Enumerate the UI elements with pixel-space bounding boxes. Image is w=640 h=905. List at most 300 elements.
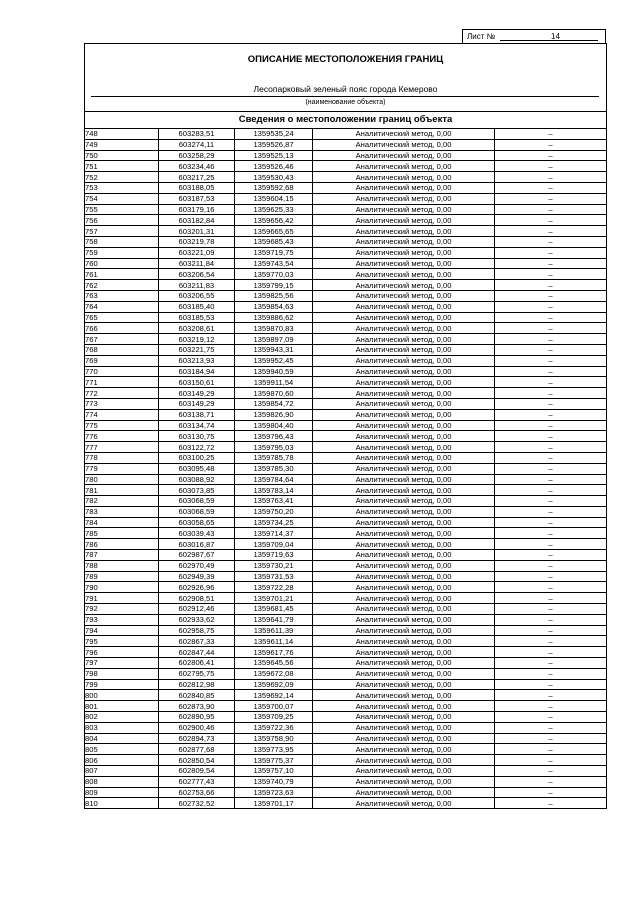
- method-accuracy-cell: Аналитический метод, 0,00: [313, 301, 495, 312]
- point-description-cell: –: [495, 290, 607, 301]
- point-description-cell: –: [495, 517, 607, 528]
- coordinate-x-cell: 602809,54: [159, 766, 235, 777]
- table-row: [85, 463, 607, 474]
- point-description-cell: –: [495, 334, 607, 345]
- point-description-cell: –: [495, 528, 607, 539]
- point-number-cell: 769: [85, 355, 159, 366]
- table-row: [85, 150, 607, 161]
- point-description-cell: –: [495, 344, 607, 355]
- table-row: [85, 712, 607, 723]
- point-number-cell: 784: [85, 517, 159, 528]
- coordinate-y-cell: 1359714,37: [235, 528, 313, 539]
- table-row: [85, 193, 607, 204]
- point-number-cell: 759: [85, 247, 159, 258]
- coordinate-x-cell: 603039,43: [159, 528, 235, 539]
- coordinate-x-cell: 603201,31: [159, 226, 235, 237]
- table-row: [85, 798, 607, 809]
- coordinate-y-cell: 1359740,79: [235, 776, 313, 787]
- coordinate-y-cell: 1359799,15: [235, 280, 313, 291]
- table-row: [85, 604, 607, 615]
- coordinate-y-cell: 1359796,43: [235, 431, 313, 442]
- point-number-cell: 799: [85, 679, 159, 690]
- table-row: [85, 280, 607, 291]
- point-description-cell: –: [495, 744, 607, 755]
- coordinate-x-cell: 602777,43: [159, 776, 235, 787]
- table-row: [85, 236, 607, 247]
- point-number-cell: 805: [85, 744, 159, 755]
- method-accuracy-cell: Аналитический метод, 0,00: [313, 614, 495, 625]
- coordinate-x-cell: 603213,93: [159, 355, 235, 366]
- point-description-cell: –: [495, 722, 607, 733]
- table-row: [85, 625, 607, 636]
- table-row: [85, 614, 607, 625]
- coordinate-y-cell: 1359763,41: [235, 496, 313, 507]
- coordinate-y-cell: 1359530,43: [235, 172, 313, 183]
- method-accuracy-cell: Аналитический метод, 0,00: [313, 420, 495, 431]
- method-accuracy-cell: Аналитический метод, 0,00: [313, 755, 495, 766]
- coordinate-y-cell: 1359611,14: [235, 636, 313, 647]
- coordinate-y-cell: 1359940,59: [235, 366, 313, 377]
- coordinate-y-cell: 1359625,33: [235, 204, 313, 215]
- method-accuracy-cell: Аналитический метод, 0,00: [313, 604, 495, 615]
- coordinate-y-cell: 1359685,43: [235, 236, 313, 247]
- point-description-cell: –: [495, 582, 607, 593]
- table-row: [85, 776, 607, 787]
- point-description-cell: –: [495, 539, 607, 550]
- method-accuracy-cell: Аналитический метод, 0,00: [313, 571, 495, 582]
- point-description-cell: –: [495, 474, 607, 485]
- coordinate-y-cell: 1359700,07: [235, 701, 313, 712]
- table-row: [85, 571, 607, 582]
- coordinate-y-cell: 1359775,37: [235, 755, 313, 766]
- coordinate-x-cell: 603182,84: [159, 215, 235, 226]
- coordinate-y-cell: 1359783,14: [235, 485, 313, 496]
- point-number-cell: 751: [85, 161, 159, 172]
- coordinate-x-cell: 602908,51: [159, 593, 235, 604]
- method-accuracy-cell: Аналитический метод, 0,00: [313, 258, 495, 269]
- method-accuracy-cell: Аналитический метод, 0,00: [313, 431, 495, 442]
- method-accuracy-cell: Аналитический метод, 0,00: [313, 744, 495, 755]
- point-description-cell: –: [495, 442, 607, 453]
- point-description-cell: –: [495, 485, 607, 496]
- table-row: [85, 506, 607, 517]
- method-accuracy-cell: Аналитический метод, 0,00: [313, 528, 495, 539]
- object-name-hint: (наименование объекта): [305, 99, 386, 106]
- coordinate-y-cell: 1359911,54: [235, 377, 313, 388]
- point-description-cell: –: [495, 204, 607, 215]
- point-number-cell: 767: [85, 334, 159, 345]
- coordinate-y-cell: 1359645,56: [235, 658, 313, 669]
- point-description-cell: –: [495, 161, 607, 172]
- point-description-cell: –: [495, 301, 607, 312]
- coordinate-x-cell: 603179,16: [159, 204, 235, 215]
- coordinate-y-cell: 1359681,45: [235, 604, 313, 615]
- method-accuracy-cell: Аналитический метод, 0,00: [313, 139, 495, 150]
- method-accuracy-cell: Аналитический метод, 0,00: [313, 280, 495, 291]
- method-accuracy-cell: Аналитический метод, 0,00: [313, 312, 495, 323]
- document-title: ОПИСАНИЕ МЕСТОПОЛОЖЕНИЯ ГРАНИЦ: [247, 54, 444, 65]
- header-divider: [85, 111, 606, 112]
- point-description-cell: –: [495, 636, 607, 647]
- coordinate-x-cell: 602900,46: [159, 722, 235, 733]
- point-number-cell: 771: [85, 377, 159, 388]
- table-row: [85, 204, 607, 215]
- method-accuracy-cell: Аналитический метод, 0,00: [313, 366, 495, 377]
- coordinate-y-cell: 1359886,62: [235, 312, 313, 323]
- coordinate-x-cell: 603219,78: [159, 236, 235, 247]
- coordinate-x-cell: 602877,68: [159, 744, 235, 755]
- point-description-cell: –: [495, 679, 607, 690]
- point-description-cell: –: [495, 236, 607, 247]
- coordinate-x-cell: 603058,65: [159, 517, 235, 528]
- point-number-cell: 761: [85, 269, 159, 280]
- coordinate-x-cell: 603130,75: [159, 431, 235, 442]
- point-number-cell: 750: [85, 150, 159, 161]
- point-number-cell: 780: [85, 474, 159, 485]
- table-row: [85, 679, 607, 690]
- table-row: [85, 161, 607, 172]
- point-number-cell: 797: [85, 658, 159, 669]
- point-number-cell: 755: [85, 204, 159, 215]
- coordinate-y-cell: 1359826,90: [235, 409, 313, 420]
- table-row: [85, 301, 607, 312]
- coordinate-x-cell: 603211,84: [159, 258, 235, 269]
- coordinate-y-cell: 1359723,63: [235, 787, 313, 798]
- table-row: [85, 366, 607, 377]
- coordinate-x-cell: 603211,83: [159, 280, 235, 291]
- table-row: [85, 377, 607, 388]
- coordinate-y-cell: 1359757,10: [235, 766, 313, 777]
- point-number-cell: 807: [85, 766, 159, 777]
- coordinate-x-cell: 602806,41: [159, 658, 235, 669]
- method-accuracy-cell: Аналитический метод, 0,00: [313, 798, 495, 809]
- coordinates-table: [84, 128, 607, 809]
- coordinate-x-cell: 602933,62: [159, 614, 235, 625]
- method-accuracy-cell: Аналитический метод, 0,00: [313, 506, 495, 517]
- table-row: [85, 701, 607, 712]
- coordinate-y-cell: 1359692,14: [235, 690, 313, 701]
- sheet-number-underline: [500, 40, 598, 41]
- method-accuracy-cell: Аналитический метод, 0,00: [313, 582, 495, 593]
- coordinate-x-cell: 602949,39: [159, 571, 235, 582]
- point-description-cell: –: [495, 431, 607, 442]
- method-accuracy-cell: Аналитический метод, 0,00: [313, 452, 495, 463]
- coordinate-y-cell: 1359719,63: [235, 550, 313, 561]
- point-description-cell: –: [495, 409, 607, 420]
- point-number-cell: 753: [85, 182, 159, 193]
- method-accuracy-cell: Аналитический метод, 0,00: [313, 668, 495, 679]
- coordinate-y-cell: 1359592,68: [235, 182, 313, 193]
- table-row: [85, 431, 607, 442]
- point-number-cell: 803: [85, 722, 159, 733]
- point-number-cell: 765: [85, 312, 159, 323]
- point-number-cell: 757: [85, 226, 159, 237]
- method-accuracy-cell: Аналитический метод, 0,00: [313, 733, 495, 744]
- coordinate-y-cell: 1359804,40: [235, 420, 313, 431]
- point-number-cell: 773: [85, 398, 159, 409]
- point-number-cell: 806: [85, 755, 159, 766]
- coordinate-y-cell: 1359785,78: [235, 452, 313, 463]
- coordinate-x-cell: 602970,49: [159, 560, 235, 571]
- point-number-cell: 772: [85, 388, 159, 399]
- point-number-cell: 802: [85, 712, 159, 723]
- coordinate-x-cell: 603016,87: [159, 539, 235, 550]
- point-description-cell: –: [495, 182, 607, 193]
- table-row: [85, 550, 607, 561]
- coordinate-y-cell: 1359617,76: [235, 647, 313, 658]
- method-accuracy-cell: Аналитический метод, 0,00: [313, 463, 495, 474]
- point-number-cell: 766: [85, 323, 159, 334]
- coordinate-y-cell: 1359526,46: [235, 161, 313, 172]
- method-accuracy-cell: Аналитический метод, 0,00: [313, 690, 495, 701]
- point-description-cell: –: [495, 139, 607, 150]
- coordinate-x-cell: 603149,29: [159, 398, 235, 409]
- method-accuracy-cell: Аналитический метод, 0,00: [313, 334, 495, 345]
- point-number-cell: 792: [85, 604, 159, 615]
- coordinate-y-cell: 1359535,24: [235, 129, 313, 140]
- point-description-cell: –: [495, 388, 607, 399]
- coordinate-x-cell: 602894,73: [159, 733, 235, 744]
- coordinate-y-cell: 1359709,25: [235, 712, 313, 723]
- point-description-cell: –: [495, 787, 607, 798]
- point-number-cell: 764: [85, 301, 159, 312]
- coordinate-y-cell: 1359641,79: [235, 614, 313, 625]
- table-row: [85, 517, 607, 528]
- point-description-cell: –: [495, 420, 607, 431]
- point-description-cell: –: [495, 258, 607, 269]
- point-description-cell: –: [495, 712, 607, 723]
- point-number-cell: 787: [85, 550, 159, 561]
- point-description-cell: –: [495, 755, 607, 766]
- point-number-cell: 754: [85, 193, 159, 204]
- coordinate-y-cell: 1359526,87: [235, 139, 313, 150]
- point-description-cell: –: [495, 593, 607, 604]
- coordinate-x-cell: 603217,25: [159, 172, 235, 183]
- coordinate-x-cell: 602812,98: [159, 679, 235, 690]
- table-row: [85, 528, 607, 539]
- method-accuracy-cell: Аналитический метод, 0,00: [313, 409, 495, 420]
- coordinate-x-cell: 602850,54: [159, 755, 235, 766]
- table-row: [85, 593, 607, 604]
- table-row: [85, 496, 607, 507]
- coordinate-y-cell: 1359665,65: [235, 226, 313, 237]
- coordinate-x-cell: 603185,53: [159, 312, 235, 323]
- point-number-cell: 760: [85, 258, 159, 269]
- method-accuracy-cell: Аналитический метод, 0,00: [313, 344, 495, 355]
- point-description-cell: –: [495, 280, 607, 291]
- table-row: [85, 215, 607, 226]
- point-number-cell: 749: [85, 139, 159, 150]
- table-row: [85, 334, 607, 345]
- coordinate-y-cell: 1359604,15: [235, 193, 313, 204]
- coordinate-x-cell: 603134,74: [159, 420, 235, 431]
- coordinate-x-cell: 603221,09: [159, 247, 235, 258]
- coordinate-y-cell: 1359719,75: [235, 247, 313, 258]
- coordinate-x-cell: 603219,12: [159, 334, 235, 345]
- coordinate-y-cell: 1359701,21: [235, 593, 313, 604]
- point-number-cell: 801: [85, 701, 159, 712]
- table-row: [85, 485, 607, 496]
- table-row: [85, 398, 607, 409]
- coordinate-x-cell: 602732,52: [159, 798, 235, 809]
- table-row: [85, 129, 607, 140]
- coordinate-x-cell: 602926,96: [159, 582, 235, 593]
- point-number-cell: 798: [85, 668, 159, 679]
- method-accuracy-cell: Аналитический метод, 0,00: [313, 550, 495, 561]
- point-number-cell: 804: [85, 733, 159, 744]
- method-accuracy-cell: Аналитический метод, 0,00: [313, 236, 495, 247]
- point-number-cell: 763: [85, 290, 159, 301]
- point-description-cell: –: [495, 496, 607, 507]
- method-accuracy-cell: Аналитический метод, 0,00: [313, 787, 495, 798]
- point-description-cell: –: [495, 377, 607, 388]
- coordinate-x-cell: 603187,53: [159, 193, 235, 204]
- method-accuracy-cell: Аналитический метод, 0,00: [313, 636, 495, 647]
- coordinate-x-cell: 602987,67: [159, 550, 235, 561]
- point-description-cell: –: [495, 215, 607, 226]
- coordinate-y-cell: 1359525,13: [235, 150, 313, 161]
- table-row: [85, 269, 607, 280]
- point-description-cell: –: [495, 550, 607, 561]
- point-description-cell: –: [495, 701, 607, 712]
- point-number-cell: 770: [85, 366, 159, 377]
- point-number-cell: 783: [85, 506, 159, 517]
- object-name-underline: [91, 96, 599, 97]
- table-row: [85, 442, 607, 453]
- table-row: [85, 733, 607, 744]
- coordinate-y-cell: 1359701,17: [235, 798, 313, 809]
- coordinate-y-cell: 1359897,09: [235, 334, 313, 345]
- method-accuracy-cell: Аналитический метод, 0,00: [313, 517, 495, 528]
- table-row: [85, 226, 607, 237]
- table-row: [85, 344, 607, 355]
- table-row: [85, 452, 607, 463]
- coordinate-y-cell: 1359672,08: [235, 668, 313, 679]
- coordinate-y-cell: 1359870,60: [235, 388, 313, 399]
- coordinate-y-cell: 1359785,30: [235, 463, 313, 474]
- coordinate-y-cell: 1359943,31: [235, 344, 313, 355]
- point-number-cell: 790: [85, 582, 159, 593]
- coordinate-y-cell: 1359734,25: [235, 517, 313, 528]
- coordinate-x-cell: 603283,51: [159, 129, 235, 140]
- point-number-cell: 808: [85, 776, 159, 787]
- table-row: [85, 172, 607, 183]
- method-accuracy-cell: Аналитический метод, 0,00: [313, 442, 495, 453]
- coordinate-y-cell: 1359692,09: [235, 679, 313, 690]
- coordinate-x-cell: 602867,33: [159, 636, 235, 647]
- table-row: [85, 323, 607, 334]
- coordinate-x-cell: 602795,75: [159, 668, 235, 679]
- coordinate-x-cell: 603095,48: [159, 463, 235, 474]
- point-number-cell: 794: [85, 625, 159, 636]
- coordinate-y-cell: 1359854,63: [235, 301, 313, 312]
- method-accuracy-cell: Аналитический метод, 0,00: [313, 722, 495, 733]
- section-title: Сведения о местоположении границ объекта: [238, 114, 453, 125]
- method-accuracy-cell: Аналитический метод, 0,00: [313, 290, 495, 301]
- coordinate-x-cell: 602958,75: [159, 625, 235, 636]
- point-description-cell: –: [495, 323, 607, 334]
- method-accuracy-cell: Аналитический метод, 0,00: [313, 701, 495, 712]
- coordinate-x-cell: 603274,11: [159, 139, 235, 150]
- table-row: [85, 582, 607, 593]
- coordinate-x-cell: 603073,85: [159, 485, 235, 496]
- coordinate-x-cell: 602753,66: [159, 787, 235, 798]
- coordinate-x-cell: 603206,55: [159, 290, 235, 301]
- point-description-cell: –: [495, 193, 607, 204]
- method-accuracy-cell: Аналитический метод, 0,00: [313, 269, 495, 280]
- point-number-cell: 779: [85, 463, 159, 474]
- table-row: [85, 474, 607, 485]
- coordinate-y-cell: 1359731,53: [235, 571, 313, 582]
- point-description-cell: –: [495, 658, 607, 669]
- point-description-cell: –: [495, 312, 607, 323]
- coordinate-x-cell: 603234,46: [159, 161, 235, 172]
- point-number-cell: 775: [85, 420, 159, 431]
- method-accuracy-cell: Аналитический метод, 0,00: [313, 398, 495, 409]
- coordinate-y-cell: 1359611,39: [235, 625, 313, 636]
- method-accuracy-cell: Аналитический метод, 0,00: [313, 161, 495, 172]
- method-accuracy-cell: Аналитический метод, 0,00: [313, 182, 495, 193]
- point-number-cell: 786: [85, 539, 159, 550]
- coordinate-x-cell: 603185,40: [159, 301, 235, 312]
- coordinate-x-cell: 602890,95: [159, 712, 235, 723]
- coordinate-y-cell: 1359770,03: [235, 269, 313, 280]
- point-number-cell: 810: [85, 798, 159, 809]
- coordinate-x-cell: 603100,25: [159, 452, 235, 463]
- point-number-cell: 796: [85, 647, 159, 658]
- point-number-cell: 774: [85, 409, 159, 420]
- table-row: [85, 258, 607, 269]
- coordinate-x-cell: 602873,90: [159, 701, 235, 712]
- coordinate-y-cell: 1359722,28: [235, 582, 313, 593]
- point-description-cell: –: [495, 604, 607, 615]
- table-row: [85, 755, 607, 766]
- coordinate-x-cell: 603150,61: [159, 377, 235, 388]
- point-description-cell: –: [495, 150, 607, 161]
- table-row: [85, 647, 607, 658]
- table-row: [85, 182, 607, 193]
- method-accuracy-cell: Аналитический метод, 0,00: [313, 129, 495, 140]
- point-description-cell: –: [495, 614, 607, 625]
- coordinate-y-cell: 1359656,42: [235, 215, 313, 226]
- table-row: [85, 409, 607, 420]
- point-number-cell: 762: [85, 280, 159, 291]
- coordinate-x-cell: 603188,05: [159, 182, 235, 193]
- point-description-cell: –: [495, 571, 607, 582]
- coordinate-x-cell: 602840,85: [159, 690, 235, 701]
- coordinate-x-cell: 603221,75: [159, 344, 235, 355]
- coordinate-y-cell: 1359784,64: [235, 474, 313, 485]
- point-number-cell: 800: [85, 690, 159, 701]
- point-number-cell: 778: [85, 452, 159, 463]
- table-row: [85, 539, 607, 550]
- point-description-cell: –: [495, 226, 607, 237]
- coordinate-x-cell: 603206,54: [159, 269, 235, 280]
- coordinate-x-cell: 603258,29: [159, 150, 235, 161]
- coordinate-y-cell: 1359825,56: [235, 290, 313, 301]
- table-row: [85, 139, 607, 150]
- point-number-cell: 748: [85, 129, 159, 140]
- point-description-cell: –: [495, 647, 607, 658]
- table-row: [85, 766, 607, 777]
- point-number-cell: 752: [85, 172, 159, 183]
- document-header: [84, 43, 607, 130]
- point-number-cell: 793: [85, 614, 159, 625]
- point-description-cell: –: [495, 172, 607, 183]
- method-accuracy-cell: Аналитический метод, 0,00: [313, 496, 495, 507]
- method-accuracy-cell: Аналитический метод, 0,00: [313, 355, 495, 366]
- coordinates-table-body: [85, 129, 607, 809]
